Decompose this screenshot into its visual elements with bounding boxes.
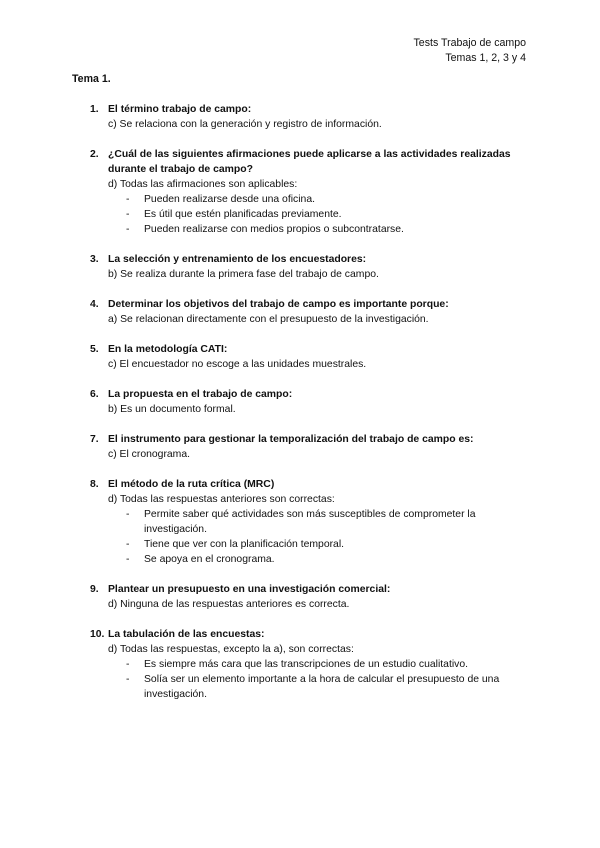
dash-bullet-icon: - [126, 194, 130, 205]
question-answer: d) Todas las respuestas anteriores son correctas: [108, 494, 335, 505]
question-heading [90, 147, 530, 177]
question-item [90, 102, 530, 132]
question-number: 3. [90, 254, 99, 265]
question-item [90, 147, 530, 237]
section-title: Tema 1. [72, 73, 111, 85]
question-number: 5. [90, 344, 99, 355]
question-number: 8. [90, 479, 99, 490]
answer-subitem-text: Es útil que estén planificadas previamente. [144, 209, 342, 220]
page-header [414, 36, 526, 66]
question-number: 9. [90, 584, 99, 595]
answer-subitem [126, 507, 530, 537]
answer-subitem-list [90, 657, 530, 702]
question-number: 10. [90, 629, 105, 640]
answer-subitem-list [90, 507, 530, 567]
question-answer: b) Se realiza durante la primera fase del trabajo de campo. [108, 269, 379, 280]
dash-bullet-icon: - [126, 674, 130, 685]
answer-subitem [126, 207, 530, 222]
dash-bullet-icon: - [126, 659, 130, 670]
question-answer: c) El encuestador no escoge a las unidades muestrales. [108, 359, 367, 370]
answer-subitem-text: Es siempre más cara que las transcripciones de un estudio cualitativo. [144, 659, 469, 670]
dash-bullet-icon: - [126, 554, 130, 565]
question-heading [90, 102, 530, 117]
question-answer: d) Todas las respuestas, excepto la a), son correctas: [108, 644, 354, 655]
question-list [90, 102, 530, 717]
question-heading [90, 432, 530, 447]
answer-subitem-text: Permite saber qué actividades son más susceptibles de comprometer la investigación. [144, 509, 476, 535]
question-number: 2. [90, 149, 99, 160]
question-heading [90, 252, 530, 267]
answer-subitem [126, 537, 530, 552]
answer-subitem-text: Pueden realizarse con medios propios o subcontratarse. [144, 224, 404, 235]
dash-bullet-icon: - [126, 509, 130, 520]
answer-subitem [126, 192, 530, 207]
question-answer: c) Se relaciona con la generación y registro de información. [108, 119, 382, 130]
header-subtitle: Temas 1, 2, 3 y 4 [445, 52, 526, 64]
question-heading [90, 387, 530, 402]
dash-bullet-icon: - [126, 209, 130, 220]
question-item [90, 582, 530, 612]
question-heading [90, 342, 530, 357]
dash-bullet-icon: - [126, 224, 130, 235]
question-heading [90, 582, 530, 597]
question-title: El método de la ruta crítica (MRC) [108, 479, 275, 490]
question-item [90, 387, 530, 417]
question-heading [90, 297, 530, 312]
question-title: La propuesta en el trabajo de campo: [108, 389, 293, 400]
question-answer: b) Es un documento formal. [108, 404, 236, 415]
answer-subitem-text: Pueden realizarse desde una oficina. [144, 194, 315, 205]
question-title: El término trabajo de campo: [108, 104, 252, 115]
answer-subitem-text: Solía ser un elemento importante a la hora de calcular el presupuesto de una investigación. [144, 674, 500, 700]
answer-subitem-text: Se apoya en el cronograma. [144, 554, 275, 565]
question-title: En la metodología CATI: [108, 344, 228, 355]
question-title: Plantear un presupuesto en una investigación comercial: [108, 584, 391, 595]
question-item [90, 342, 530, 372]
answer-subitem-list [90, 192, 530, 237]
question-answer: c) El cronograma. [108, 449, 190, 460]
question-item [90, 477, 530, 567]
question-title: ¿Cuál de las siguientes afirmaciones puede aplicarse a las actividades realizadas durante el trabajo de campo? [108, 149, 511, 175]
question-item [90, 252, 530, 282]
question-answer: d) Todas las afirmaciones son aplicables: [108, 179, 298, 190]
question-title: La selección y entrenamiento de los encuestadores: [108, 254, 367, 265]
question-title: Determinar los objetivos del trabajo de campo es importante porque: [108, 299, 449, 310]
question-number: 7. [90, 434, 99, 445]
question-item [90, 627, 530, 702]
question-heading [90, 627, 530, 642]
question-heading [90, 477, 530, 492]
question-item [90, 297, 530, 327]
dash-bullet-icon: - [126, 539, 130, 550]
answer-subitem [126, 552, 530, 567]
question-answer: d) Ninguna de las respuestas anteriores es correcta. [108, 599, 350, 610]
question-number: 1. [90, 104, 99, 115]
question-number: 4. [90, 299, 99, 310]
answer-subitem [126, 672, 530, 702]
question-title: El instrumento para gestionar la temporalización del trabajo de campo es: [108, 434, 474, 445]
header-title: Tests Trabajo de campo [413, 37, 526, 49]
question-title: La tabulación de las encuestas: [108, 629, 265, 640]
answer-subitem [126, 657, 530, 672]
question-answer: a) Se relacionan directamente con el presupuesto de la investigación. [108, 314, 429, 325]
answer-subitem [126, 222, 530, 237]
question-number: 6. [90, 389, 99, 400]
question-item [90, 432, 530, 462]
answer-subitem-text: Tiene que ver con la planificación temporal. [144, 539, 345, 550]
